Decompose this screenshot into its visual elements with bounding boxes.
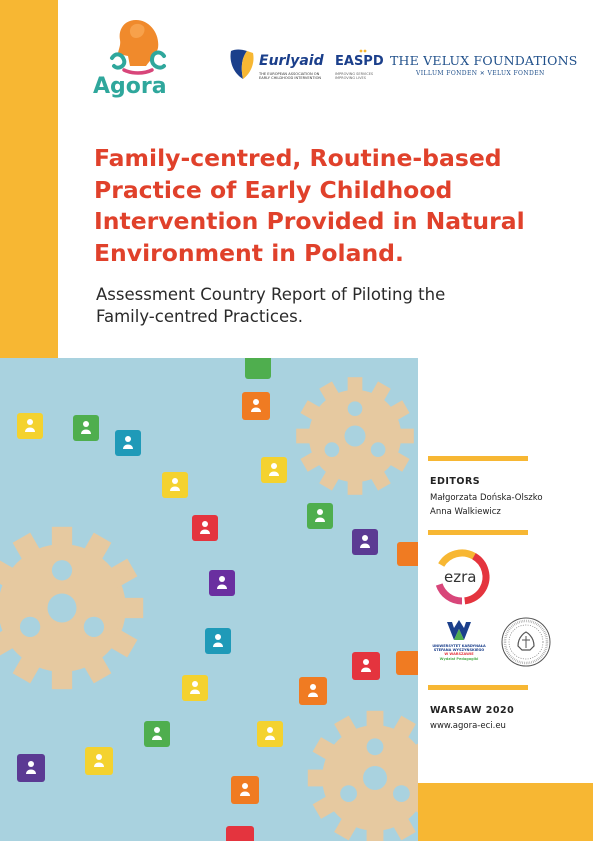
- place-year: WARSAW 2020: [430, 705, 515, 716]
- easpd-subtitle: IMPROVING SERVICES IMPROVING LIVES: [335, 72, 374, 80]
- velux-logo: [390, 53, 578, 83]
- accent-stripe-top: [0, 0, 58, 358]
- ezra-logo: [432, 545, 500, 605]
- divider-bar: [428, 456, 528, 461]
- eurlyaid-logo-icon: [227, 47, 257, 81]
- gear-icon: [308, 711, 418, 841]
- agora-wordmark: Agora: [93, 74, 167, 99]
- divider-bar: [428, 530, 528, 535]
- ezra-wordmark: ezra: [444, 568, 477, 586]
- gear-icon: [296, 377, 414, 495]
- editors-heading: EDITORS: [430, 476, 481, 487]
- easpd-logo: [335, 50, 385, 82]
- eurlyaid-logo: [227, 47, 327, 83]
- uksw-logo-icon: [445, 620, 473, 642]
- website-link[interactable]: www.agora-eci.eu: [430, 721, 506, 731]
- divider-bar: [428, 685, 528, 690]
- eurlyaid-subtitle: THE EUROPEAN ASSOCIATION ON EARLY CHILDHOOD INTERVENTION: [259, 72, 322, 81]
- agora-logo-icon: [106, 16, 170, 78]
- accent-stripe-bottom: [418, 783, 593, 841]
- uksw-logo: [425, 620, 495, 670]
- gear-icon: [0, 527, 143, 689]
- cover-illustration: [0, 358, 418, 841]
- university-seal-icon: [500, 616, 552, 668]
- cover-photo: [0, 358, 418, 841]
- velux-wordmark: THE VELUX FOUNDATIONS: [390, 53, 578, 68]
- editor-name: Małgorzata Dońska-Olszko: [430, 493, 543, 503]
- uksw-caption: UNIWERSYTET KARDYNAŁA STEFANA WYSZYŃSKIEGO W WARSZAWIE Wydział Pedagogiki: [432, 644, 486, 661]
- report-title: Family-centred, Routine-based Practice of Early Childhood Intervention Provided in Natural Environment in Poland.: [94, 144, 525, 267]
- report-subtitle: Assessment Country Report of Piloting the Family-centred Practices.: [96, 285, 446, 326]
- editor-name: Anna Walkiewicz: [430, 507, 501, 517]
- editors-list: [430, 491, 543, 519]
- agora-logo: [93, 16, 175, 106]
- eurlyaid-wordmark: Eurlyaid: [259, 53, 324, 69]
- easpd-wordmark: EASPD: [335, 54, 384, 69]
- velux-subtitle: VILLUM FONDEN ✕ VELUX FONDEN: [416, 70, 545, 77]
